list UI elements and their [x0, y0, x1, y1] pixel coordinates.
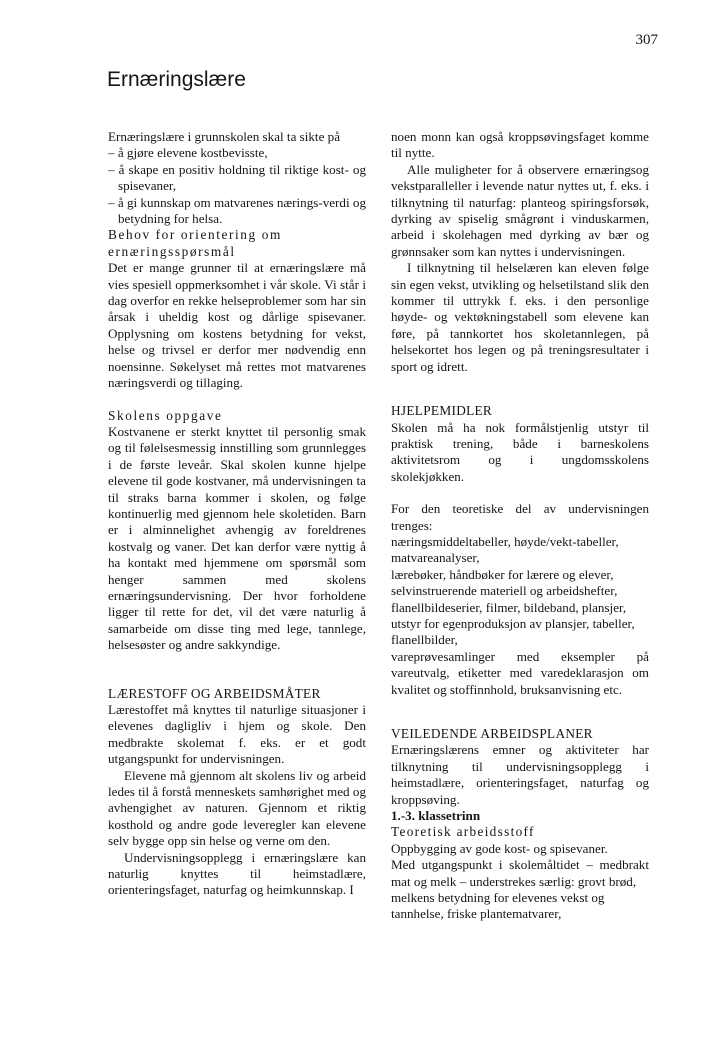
section-heading-behov: Behov for orientering om ernæringsspørsmål [108, 227, 282, 259]
paragraph-veiledende: Ernæringslærens emner og aktiviteter har tilknytning til undervisningsopplegg i heimstadlære, orienteringsfaget, naturfag og kroppsøving. [391, 742, 649, 807]
paragraph-muligheter: Alle muligheter for å observere ernæringsog vekstparalleller i levende natur nyttes ut, f. eks. i tilknytning til naturfag: planteog spiringsforsøk, dyrking av spiselig smågrønt i vinduskarmen, arbeid i skolehagen med dyrking av bær og grønnsaker som kan nyttes i undervisningen. [391, 161, 649, 259]
page-title: Ernæringslære [107, 68, 246, 91]
left-column [108, 129, 366, 899]
goal-item: – å gi kunnskap om matvarenes nærings-verdi og betydning for helsa. [108, 194, 366, 227]
goal-item: – å gjøre elevene kostbevisste, [108, 145, 268, 161]
paragraph-laerestoff-3: Undervisningsopplegg i ernæringslære kan naturlig knyttes til heimstadlære, orienteringsfaget, naturfag og heimkunnskap. I [108, 849, 366, 898]
paragraph-continued: noen monn kan også kroppsøvingsfaget komme til nytte. [391, 129, 649, 161]
paragraph-teoretisk: For den teoretiske del av undervisningen trenges: [391, 501, 649, 533]
section-heading-veiledende: VEILEDENDE ARBEIDSPLANER [391, 726, 593, 741]
equipment-item: utstyr for egenproduksjon av plansjer, tabeller, flanellbilder, [391, 615, 635, 648]
paragraph-behov: Det er mange grunner til at ernæringslære må vies spesiell oppmerksomhet i vår skole. Vi står i dag overfor en rekke helseproblemer som har sin årsak i uheldig kost og dårlige spisevaner. Opplysning om kostens betydning for vekst, helse og trivsel er derfor mer nødvendig enn noensinne. Søkelyset må rettes mot matvarenes næringsverdi og tillaging. [108, 260, 366, 391]
paragraph-laerestoff-2: Elevene må gjennom alt skolens liv og arbeid ledes til å forstå menneskets samhørighet med og avhengighet av naturen. Gjennom et riktig kosthold og andre gode leveregler kan elevene selv bygge opp sin helse og verne om den. [108, 767, 366, 849]
section-heading-hjelpemidler: HJELPEMIDLER [391, 403, 493, 419]
paragraph-oppgave: Kostvanene er sterkt knyttet til personlig smak og til følelsesmessig innstilling som grunnlegges i de første leveår. Skal skolen kunne hjelpe elevene til gode kostvaner, må undervisningen ta til straks barna kommer i skolen, og følge kontinuerlig med gjennom hele skoletiden. Barn er i alminnelighet avhengig av foreldrenes kostvalg og vaner. Det kan derfor være nyttig å ha kontakt med hjemmene om spørsmål som henger sammen med skolens ernæringsundervisning. Der hvor forholdene ligger til rette for det, vil det være naturlig å samarbeide om disse ting med lege, tannlege, helsesøster og andre sakkyndige. [108, 423, 366, 653]
section-heading-laerestoff: LÆRESTOFF OG ARBEIDSMÅTER [108, 685, 321, 701]
intro-text: Ernæringslære i grunnskolen skal ta sikte på [108, 129, 341, 144]
arbeid-item: melkens betydning for elevenes vekst og tannhelse, friske plantematvarer, [391, 890, 605, 922]
equipment-item: vareprøvesamlinger med eksempler på vareutvalg, etiketter med varedeklarasjon om kvalitet og stoffinnhold, bruksanvisning etc. [391, 648, 649, 697]
paragraph-laerestoff-1: Lærestoffet må knyttes til naturlige situasjoner i elevenes dagligliv i hjem og skole. Den medbrakte skolemat f. eks. er et godt utgangspunkt for undervisningen. [108, 702, 366, 767]
paragraph-hjelpemidler: Skolen må ha nok formålstjenlig utstyr til praktisk trening, både i barneskolens aktivitetsrom og i ungdomsskolens skolekjøkken. [391, 419, 649, 484]
page-number: 307 [635, 32, 658, 48]
right-column [391, 129, 649, 923]
paragraph-helselaere: I tilknytning til helselæren kan eleven følge sin egen vekst, utvikling og helsetilstand slik den kommer til uttrykk f. eks. i den personlige høyde- og vektøkningstabell som elevene kan føre, på tannkortet hos skoletannlegen, på helsekortet hos legen og på treningsresultater i sport og idrett. [391, 260, 649, 374]
subheading-klassetrinn: 1.-3. klassetrinn [391, 808, 481, 824]
equipment-item: næringsmiddeltabeller, høyde/vekt-tabeller, matvareanalyser, [391, 533, 619, 566]
goal-item: – å skape en positiv holdning til riktige kost- og spisevaner, [108, 161, 366, 194]
arbeid-item: Oppbygging av gode kost- og spisevaner. [391, 840, 608, 856]
section-heading-oppgave: Skolens oppgave [108, 407, 223, 423]
arbeid-item: Med utgangspunkt i skolemåltidet – medbrakt mat og melk – understrekes særlig: grovt brød, [391, 857, 649, 889]
equipment-item: lærebøker, håndbøker for lærere og elever, selvinstruerende materiell og arbeidshefter, flanellbildeserier, filmer, bildeband, plansjer, [391, 566, 627, 615]
subheading-teoretisk-arbeidsstoff: Teoretisk arbeidsstoff [391, 824, 535, 840]
